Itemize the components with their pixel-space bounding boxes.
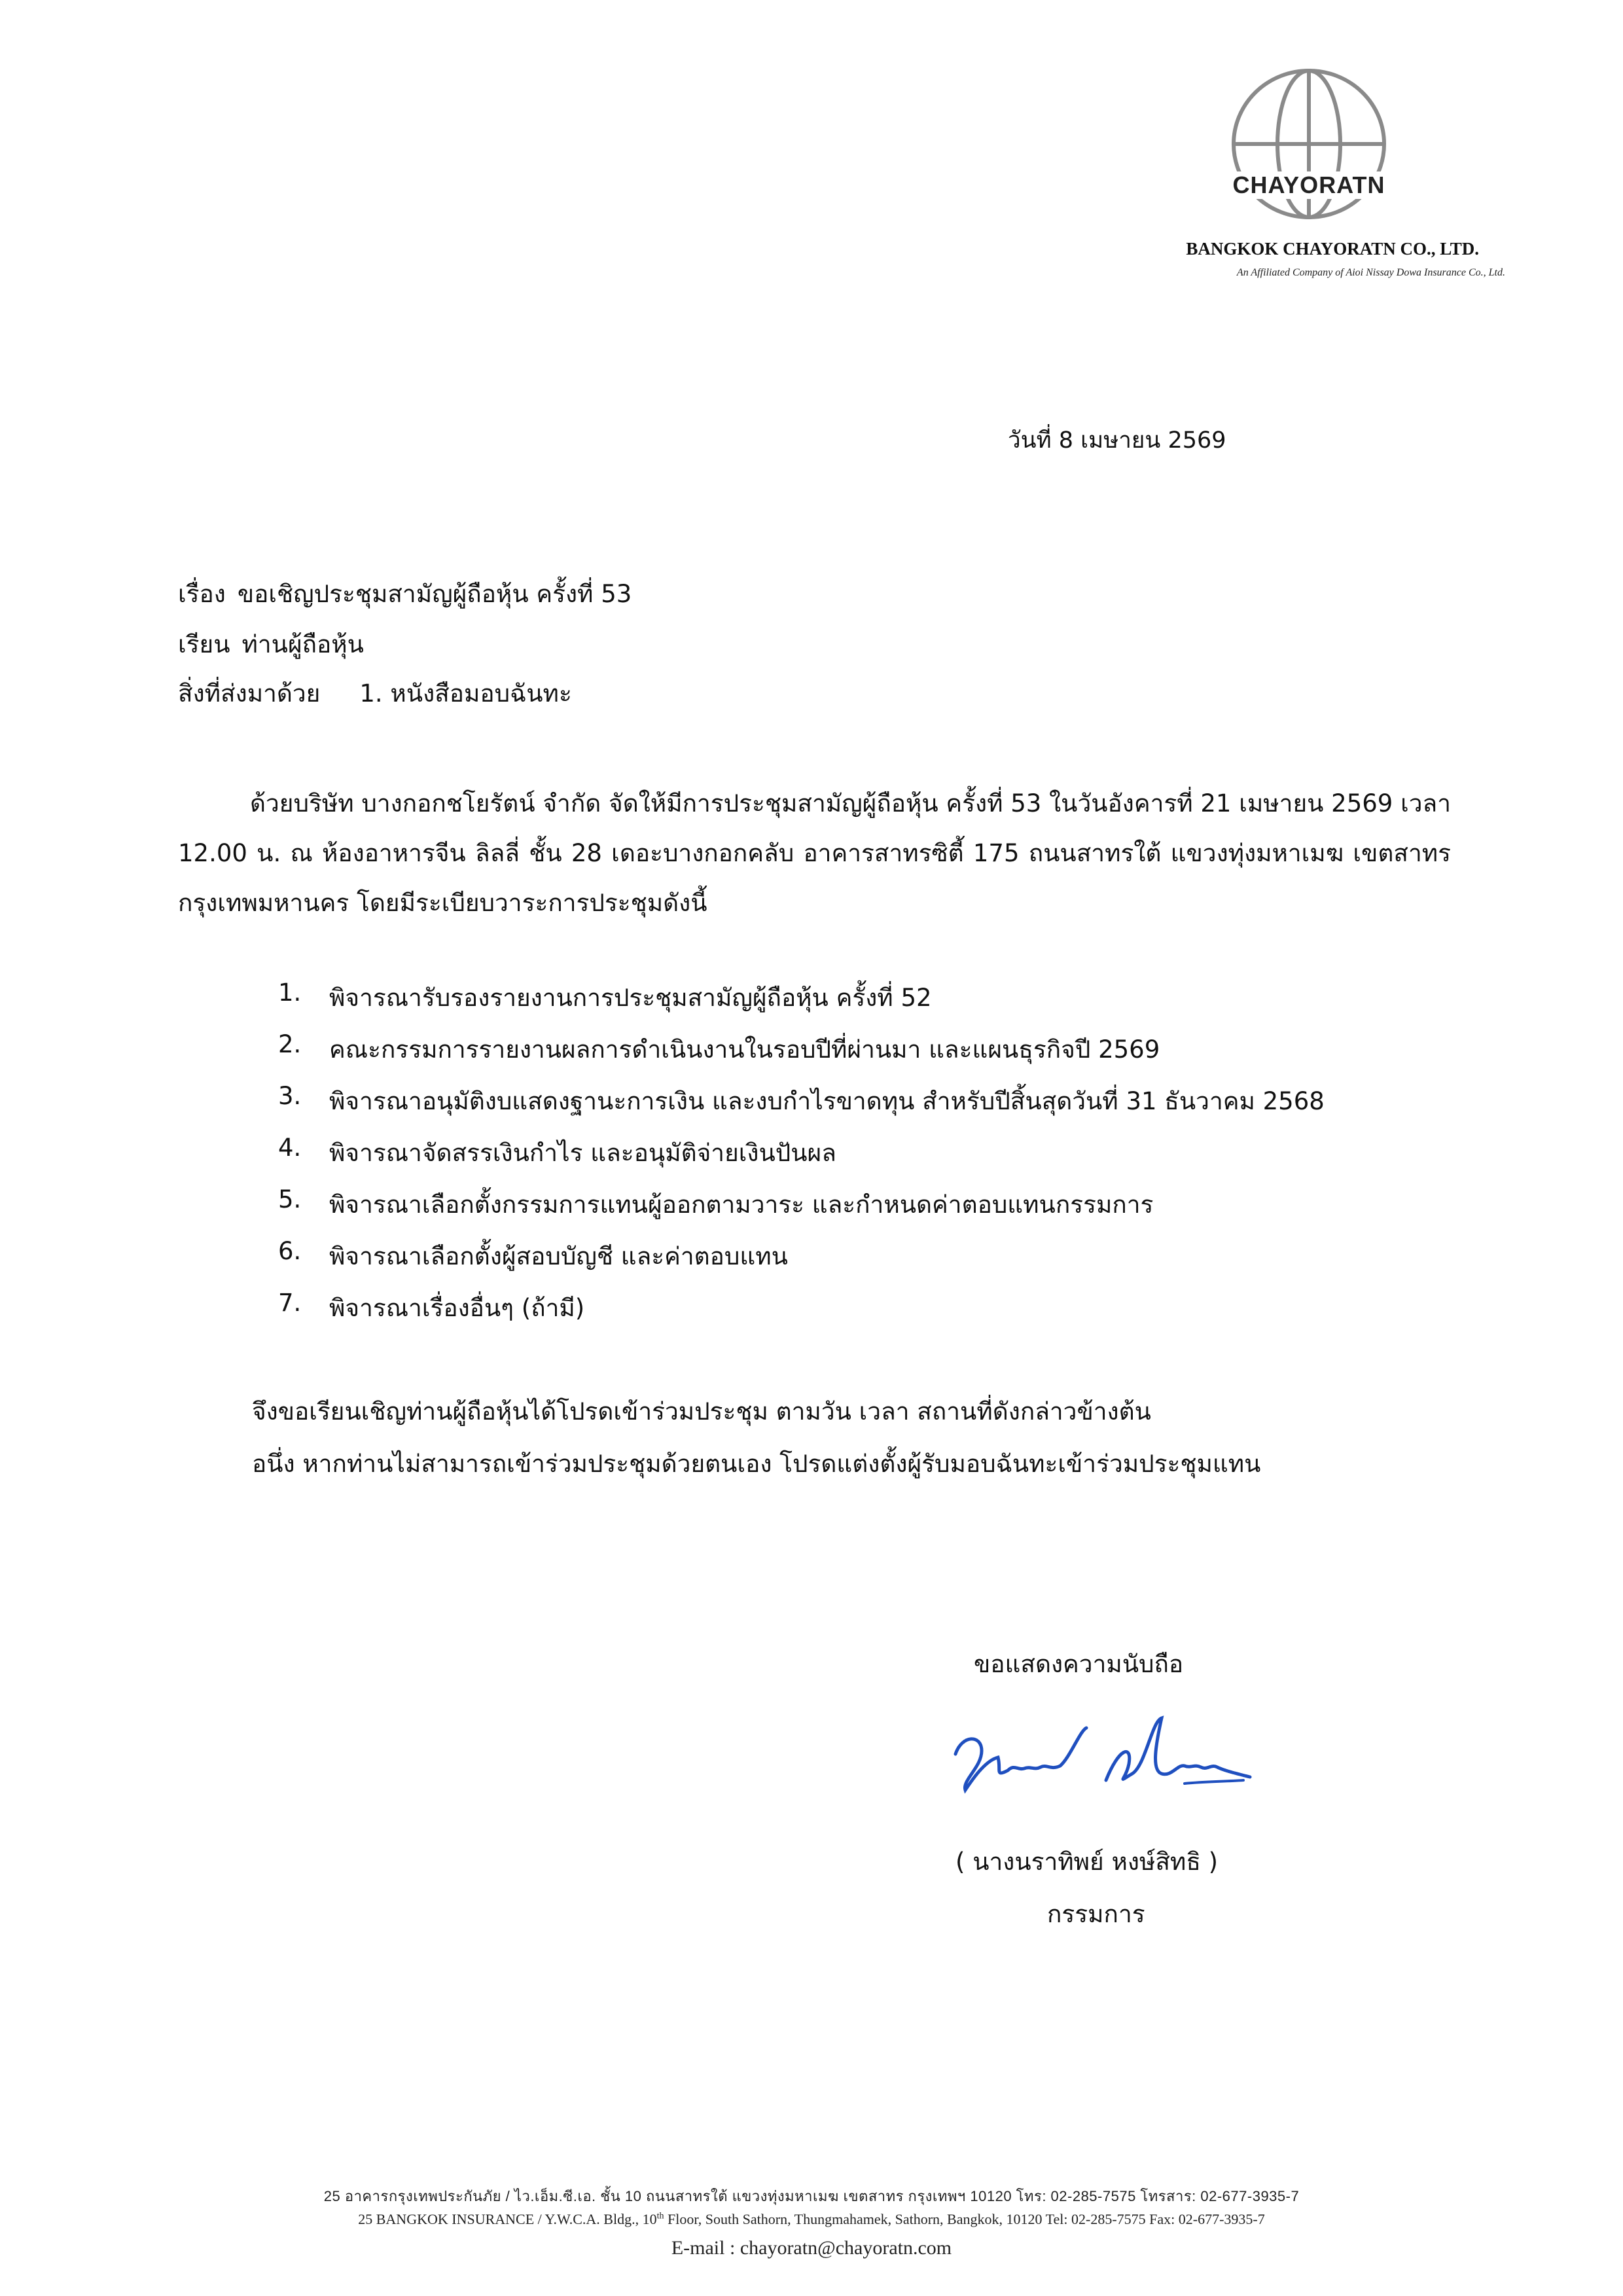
- footer-address-part: Floor, South Sathorn, Thungmahamek, Sathorn, Bangkok, 10120 Tel: 02-285-7575 Fax: 02-677-3935-7: [664, 2211, 1265, 2227]
- recipient-line: [178, 625, 364, 664]
- signer-position: กรรมการ: [1047, 1900, 1145, 1928]
- footer-email[interactable]: E-mail : chayoratn@chayoratn.com: [671, 2237, 952, 2259]
- footer-english-address: [0, 2211, 1623, 2228]
- subject-text: ขอเชิญประชุมสามัญผู้ถือหุ้น ครั้งที่ 53: [237, 580, 632, 608]
- closing-line-1: จึงขอเรียนเชิญท่านผู้ถือหุ้นได้โปรดเข้าร่วมประชุม ตามวัน เวลา สถานที่ดังกล่าวข้างต้น: [252, 1397, 1151, 1426]
- agenda-item: [278, 1185, 1325, 1237]
- agenda-text: พิจารณารับรองรายงานการประชุมสามัญผู้ถือหุ้น ครั้งที่ 52: [329, 984, 932, 1012]
- agenda-text: พิจารณาเรื่องอื่นๆ (ถ้ามี): [329, 1294, 585, 1322]
- company-name: BANGKOK CHAYORATN CO., LTD.: [1186, 239, 1479, 259]
- agenda-number: 6.: [278, 1237, 302, 1265]
- letter-date: วันที่ 8 เมษายน 2569: [1008, 427, 1226, 454]
- enclosure-text: 1. หนังสือมอบฉันทะ: [359, 679, 572, 708]
- footer-thai-address: 25 อาคารกรุงเทพประกันภัย / ไว.เอ็ม.ซี.เอ. ชั้น 10 ถนนสาทรใต้ แขวงทุ่งมหาเมฆ เขตสาทร กรุงเทพฯ 10120 โทร: 02-285-7575 โทรสาร: 02-677-3935-7: [323, 2188, 1300, 2204]
- agenda-item: [278, 978, 1325, 1030]
- brand-name: CHAYORATN: [1217, 171, 1400, 199]
- signer-name: ( นางนราทิพย์ หงษ์สิทธิ ): [955, 1848, 1219, 1876]
- agenda-text: พิจารณาเลือกตั้งผู้สอบบัญชี และค่าตอบแทน: [329, 1242, 788, 1270]
- agenda-text: คณะกรรมการรายงานผลการดำเนินงานในรอบปีที่ผ่านมา และแผนธุรกิจปี 2569: [329, 1035, 1160, 1064]
- affiliate-note: An Affiliated Company of Aioi Nissay Dowa Insurance Co., Ltd.: [1236, 267, 1505, 278]
- recipient-text: ท่านผู้ถือหุ้น: [241, 630, 364, 658]
- agenda-item: [278, 1289, 1325, 1340]
- recipient-label: เรียน: [178, 630, 230, 658]
- agenda-text: พิจารณาเลือกตั้งกรรมการแทนผู้ออกตามวาระ และกำหนดค่าตอบแทนกรรมการ: [329, 1191, 1154, 1219]
- agenda-text: พิจารณาอนุมัติงบแสดงฐานะการเงิน และงบกำไรขาดทุน สำหรับปีสิ้นสุดวันที่ 31 ธันวาคม 2568: [329, 1087, 1325, 1115]
- globe-logo-icon: [1224, 62, 1394, 232]
- agenda-number: 4.: [278, 1134, 302, 1162]
- agenda-number: 1.: [278, 978, 302, 1007]
- enclosure-label: สิ่งที่ส่งมาด้วย: [178, 679, 321, 708]
- closing-line-2: อนึ่ง หากท่านไม่สามารถเข้าร่วมประชุมด้วยตนเอง โปรดแต่งตั้งผู้รับมอบฉันทะเข้าร่วมประชุมแทน: [252, 1450, 1261, 1478]
- agenda-list: [278, 978, 1325, 1340]
- enclosure-line: [178, 674, 572, 713]
- subject-label: เรื่อง: [178, 580, 226, 608]
- agenda-item: [278, 1237, 1325, 1289]
- agenda-number: 5.: [278, 1185, 302, 1213]
- handwritten-signature: [936, 1708, 1263, 1806]
- agenda-item: [278, 1134, 1325, 1185]
- agenda-number: 2.: [278, 1030, 302, 1058]
- footer-address-sup: th: [656, 2211, 664, 2221]
- agenda-number: 7.: [278, 1289, 302, 1317]
- agenda-number: 3.: [278, 1082, 302, 1110]
- regards-text: ขอแสดงความนับถือ: [974, 1650, 1184, 1678]
- intro-paragraph: ด้วยบริษัท บางกอกชโยรัตน์ จำกัด จัดให้มีการประชุมสามัญผู้ถือหุ้น ครั้งที่ 53 ในวันอังคารที่ 21 เมษายน 2569 เวลา 12.00 น. ณ ห้องอาหารจีน ลิลลี่ ชั้น 28 เดอะบางกอกคลับ อาคารสาทรซิตี้ 175 ถนนสาทรใต้ แขวงทุ่งมหาเมฆ เขตสาทร กรุงเทพมหานคร โดยมีระเบียบวาระการประชุมดังนี้: [178, 789, 1451, 917]
- subject-line: [178, 575, 632, 613]
- footer-address-part: 25 BANGKOK INSURANCE / Y.W.C.A. Bldg., 10: [358, 2211, 657, 2227]
- agenda-item: [278, 1030, 1325, 1082]
- agenda-text: พิจารณาจัดสรรเงินกำไร และอนุมัติจ่ายเงินปันผล: [329, 1139, 836, 1167]
- agenda-item: [278, 1082, 1325, 1134]
